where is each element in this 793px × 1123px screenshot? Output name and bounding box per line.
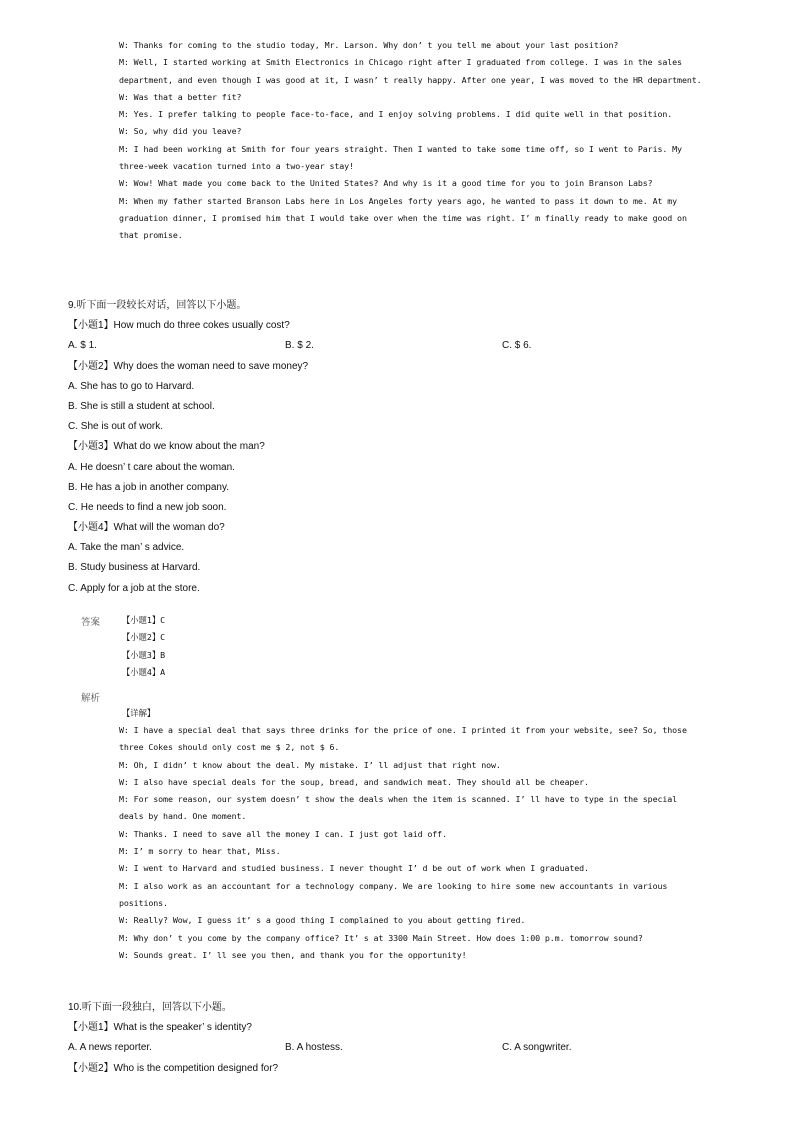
answer-label: 答案 (81, 617, 101, 628)
detail-heading: 【详解】 (122, 708, 156, 718)
answer-item: 【小题3】B (122, 649, 166, 660)
transcript-line: W: Thanks for coming to the studio today, Mr. Larson. Why don’ t you tell me about your last position? (119, 40, 619, 50)
transcript-line: W: Wow! What made you come back to the United States? And why is it a good time for you to join Branson Labs? (119, 178, 653, 189)
options-row (68, 336, 728, 356)
question-heading: 10.听下面一段独白，回答以下小题。 (68, 1002, 232, 1013)
sub-question-1: 【小题1】What is the speaker’ s identity? (68, 1022, 252, 1034)
transcript-line: W: So, why did you leave? (119, 126, 242, 137)
transcript-2 (119, 722, 704, 964)
option-a: A. $ 1. (68, 340, 97, 352)
option-b: B. He has a job in another company. (68, 481, 230, 493)
option-a: A. A news reporter. (68, 1042, 152, 1054)
option-a: A. She has to go to Harvard. (68, 380, 195, 392)
answer-item: 【小题4】A (122, 666, 166, 677)
question-heading: 9.听下面一段较长对话，回答以下小题。 (68, 300, 247, 311)
answer-item: 【小题2】C (122, 632, 166, 643)
option-b: B. She is still a student at school. (68, 400, 215, 412)
sub-question-4: 【小题4】What will the woman do? (68, 522, 225, 534)
option-b: B. A hostess. (285, 1042, 343, 1054)
transcript-line: M: Oh, I didn’ t know about the deal. My mistake. I’ ll adjust that right now. (119, 759, 501, 770)
sub-question-3: 【小题3】What do we know about the man? (68, 441, 265, 453)
transcript-1 (119, 37, 704, 245)
transcript-line: M: Yes. I prefer talking to people face-to-face, and I enjoy solving problems. I did quite well in that position. (119, 109, 673, 120)
option-a: A. He doesn’ t care about the woman. (68, 461, 235, 473)
transcript-line: M: For some reason, our system doesn’ t show the deals when the item is scanned. I’ ll have to type in the special deals by hand. One moment. (119, 794, 678, 822)
option-c: C. He needs to find a new job soon. (68, 501, 227, 513)
transcript-line: M: When my father started Branson Labs here in Los Angeles forty years ago, he wanted to pass it down to me. At my graduation dinner, I promised him that I would take over when the time was right. I’ m finally ready to make good on that promise. (119, 195, 687, 241)
transcript-line: M: I’ m sorry to hear that, Miss. (119, 846, 281, 857)
transcript-line: W: Thanks. I need to save all the money I can. I just got laid off. (119, 828, 447, 839)
option-c: C. Apply for a job at the store. (68, 582, 200, 594)
transcript-line: M: I also work as an accountant for a technology company. We are looking to hire some new accountants in various positions. (119, 880, 668, 908)
transcript-line: W: I also have special deals for the soup, bread, and sandwich meat. They should all be cheaper. (119, 776, 589, 787)
question-10 (68, 998, 728, 1079)
options-row (68, 1038, 728, 1058)
transcript-line: W: I went to Harvard and studied business. I never thought I’ d be out of work when I graduated. (119, 863, 589, 874)
analysis-label: 解析 (81, 693, 101, 704)
transcript-line: M: I had been working at Smith for four years straight. Then I wanted to take some time off, so I went to Paris. My three-week vacation turned into a two-year stay! (119, 143, 682, 172)
answer-list (122, 612, 165, 681)
option-a: A. Take the man’ s advice. (68, 542, 185, 554)
sub-question-2: 【小题2】Why does the woman need to save money? (68, 360, 309, 372)
transcript-line: W: Was that a better fit? (119, 91, 242, 102)
option-b: B. Study business at Harvard. (68, 562, 201, 574)
option-b: B. $ 2. (285, 340, 314, 352)
question-9 (68, 296, 728, 599)
detail-label (122, 705, 155, 722)
sub-question-1: 【小题1】How much do three cokes usually cost? (68, 320, 290, 332)
transcript-line: M: Why don’ t you come by the company office? It’ s at 3300 Main Street. How does 1:00 p.m. tomorrow sound? (119, 932, 643, 943)
option-c: C. She is out of work. (68, 421, 164, 433)
transcript-line: W: Really? Wow, I guess it’ s a good thing I complained to you about getting fired. (119, 915, 526, 926)
transcript-line: M: Well, I started working at Smith Electronics in Chicago right after I graduated from college. I was in the sales department, and even though I was good at it, I wasn’ t really happy. After one year, I was moved to the HR department. (119, 57, 702, 85)
option-c: C. A songwriter. (502, 1042, 572, 1054)
option-c: C. $ 6. (502, 340, 532, 352)
sub-question-2: 【小题2】Who is the competition designed for? (68, 1062, 279, 1074)
transcript-line: W: Sounds great. I’ ll see you then, and thank you for the opportunity! (119, 949, 467, 960)
transcript-line: W: I have a special deal that says three drinks for the price of one. I printed it from your website, see? So, those three Cokes should only cost me $ 2, not $ 6. (119, 725, 687, 753)
answer-item: 【小题1】C (122, 615, 166, 625)
